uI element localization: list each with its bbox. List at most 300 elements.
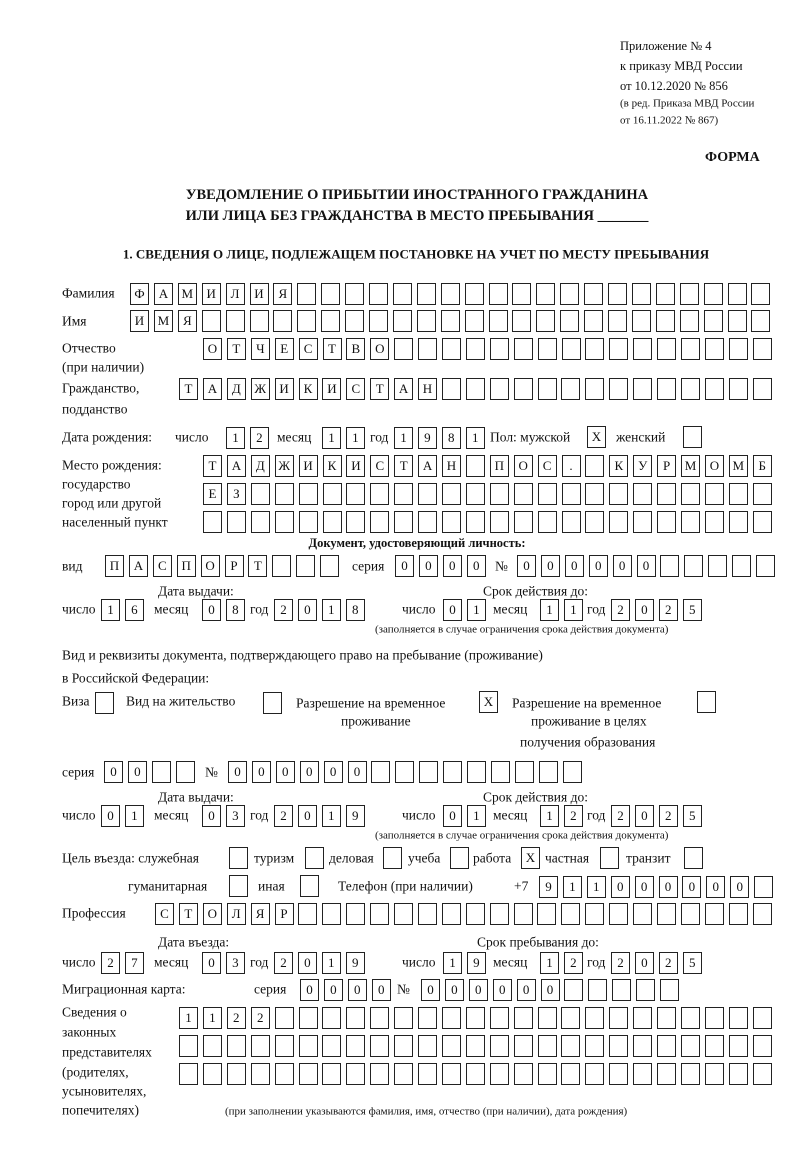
- char-cell[interactable]: [729, 903, 748, 925]
- char-cell[interactable]: [466, 1035, 485, 1057]
- char-cell[interactable]: П: [177, 555, 196, 577]
- char-cell[interactable]: [369, 310, 388, 332]
- char-cell[interactable]: [656, 310, 675, 332]
- char-cell[interactable]: 0: [611, 876, 630, 898]
- char-cell[interactable]: [588, 979, 607, 1001]
- char-cell[interactable]: П: [105, 555, 124, 577]
- char-cell[interactable]: [633, 338, 652, 360]
- char-cell[interactable]: [442, 903, 461, 925]
- char-cell[interactable]: И: [250, 283, 269, 305]
- char-cell[interactable]: Р: [657, 455, 676, 477]
- char-cell[interactable]: 2: [564, 952, 583, 974]
- char-cell[interactable]: 0: [324, 979, 343, 1001]
- char-cell[interactable]: [681, 338, 700, 360]
- char-cell[interactable]: [393, 283, 412, 305]
- char-cell[interactable]: 2: [611, 599, 630, 621]
- char-cell[interactable]: [562, 511, 581, 533]
- char-cell[interactable]: 0: [635, 952, 654, 974]
- char-cell[interactable]: [442, 483, 461, 505]
- char-cell[interactable]: 1: [179, 1007, 198, 1029]
- char-cell[interactable]: [609, 338, 628, 360]
- char-cell[interactable]: [753, 483, 772, 505]
- char-cell[interactable]: [585, 455, 604, 477]
- char-cell[interactable]: А: [129, 555, 148, 577]
- char-cell[interactable]: [538, 378, 557, 400]
- char-cell[interactable]: [443, 761, 462, 783]
- char-cell[interactable]: [321, 283, 340, 305]
- char-cell[interactable]: [633, 483, 652, 505]
- char-cell[interactable]: [538, 1063, 557, 1085]
- sex-female-checkbox[interactable]: [683, 426, 702, 448]
- char-cell[interactable]: Д: [251, 455, 270, 477]
- char-cell[interactable]: 0: [228, 761, 247, 783]
- char-cell[interactable]: [179, 1063, 198, 1085]
- char-cell[interactable]: О: [201, 555, 220, 577]
- char-cell[interactable]: 0: [421, 979, 440, 1001]
- char-cell[interactable]: С: [299, 338, 318, 360]
- char-cell[interactable]: 0: [541, 979, 560, 1001]
- char-cell[interactable]: [632, 310, 651, 332]
- char-cell[interactable]: [418, 1007, 437, 1029]
- char-cell[interactable]: О: [203, 903, 222, 925]
- char-cell[interactable]: [490, 1007, 509, 1029]
- char-cell[interactable]: 9: [346, 952, 365, 974]
- char-cell[interactable]: 1: [322, 805, 341, 827]
- char-cell[interactable]: [609, 511, 628, 533]
- char-cell[interactable]: [515, 761, 534, 783]
- char-cell[interactable]: [728, 283, 747, 305]
- char-cell[interactable]: [394, 1035, 413, 1057]
- char-cell[interactable]: [753, 1007, 772, 1029]
- char-cell[interactable]: 0: [659, 876, 678, 898]
- char-cell[interactable]: М: [681, 455, 700, 477]
- char-cell[interactable]: [608, 283, 627, 305]
- char-cell[interactable]: [176, 761, 195, 783]
- char-cell[interactable]: [320, 555, 339, 577]
- char-cell[interactable]: Ж: [275, 455, 294, 477]
- char-cell[interactable]: 1: [125, 805, 144, 827]
- char-cell[interactable]: [536, 310, 555, 332]
- char-cell[interactable]: [657, 511, 676, 533]
- purpose-humanitarian-checkbox[interactable]: [229, 875, 248, 897]
- purpose-official-checkbox[interactable]: [229, 847, 248, 869]
- char-cell[interactable]: [346, 511, 365, 533]
- char-cell[interactable]: [203, 1035, 222, 1057]
- char-cell[interactable]: [705, 511, 724, 533]
- char-cell[interactable]: [514, 1007, 533, 1029]
- char-cell[interactable]: [705, 1035, 724, 1057]
- char-cell[interactable]: [514, 378, 533, 400]
- char-cell[interactable]: 7: [125, 952, 144, 974]
- char-cell[interactable]: [251, 511, 270, 533]
- char-cell[interactable]: [418, 1063, 437, 1085]
- char-cell[interactable]: 0: [395, 555, 414, 577]
- char-cell[interactable]: [490, 338, 509, 360]
- char-cell[interactable]: З: [227, 483, 246, 505]
- char-cell[interactable]: У: [633, 455, 652, 477]
- char-cell[interactable]: [465, 283, 484, 305]
- char-cell[interactable]: 0: [443, 555, 462, 577]
- char-cell[interactable]: [418, 511, 437, 533]
- char-cell[interactable]: 1: [563, 876, 582, 898]
- char-cell[interactable]: [393, 310, 412, 332]
- char-cell[interactable]: [608, 310, 627, 332]
- purpose-other-checkbox[interactable]: [300, 875, 319, 897]
- char-cell[interactable]: 0: [348, 979, 367, 1001]
- char-cell[interactable]: 9: [418, 427, 437, 449]
- char-cell[interactable]: [466, 511, 485, 533]
- char-cell[interactable]: [395, 761, 414, 783]
- char-cell[interactable]: 0: [541, 555, 560, 577]
- char-cell[interactable]: [299, 511, 318, 533]
- char-cell[interactable]: А: [203, 378, 222, 400]
- char-cell[interactable]: 0: [443, 599, 462, 621]
- char-cell[interactable]: [728, 310, 747, 332]
- char-cell[interactable]: 1: [540, 599, 559, 621]
- char-cell[interactable]: [442, 1063, 461, 1085]
- char-cell[interactable]: [681, 1007, 700, 1029]
- char-cell[interactable]: [729, 338, 748, 360]
- char-cell[interactable]: Ф: [130, 283, 149, 305]
- char-cell[interactable]: [609, 1035, 628, 1057]
- char-cell[interactable]: [297, 310, 316, 332]
- char-cell[interactable]: Б: [753, 455, 772, 477]
- char-cell[interactable]: [489, 310, 508, 332]
- char-cell[interactable]: [466, 483, 485, 505]
- char-cell[interactable]: [561, 903, 580, 925]
- char-cell[interactable]: 6: [125, 599, 144, 621]
- char-cell[interactable]: 0: [372, 979, 391, 1001]
- char-cell[interactable]: 1: [322, 952, 341, 974]
- char-cell[interactable]: [708, 555, 727, 577]
- sex-male-checkbox[interactable]: X: [587, 426, 606, 448]
- char-cell[interactable]: [466, 1007, 485, 1029]
- char-cell[interactable]: [660, 979, 679, 1001]
- char-cell[interactable]: Я: [273, 283, 292, 305]
- char-cell[interactable]: [633, 1007, 652, 1029]
- char-cell[interactable]: [514, 1035, 533, 1057]
- char-cell[interactable]: [512, 310, 531, 332]
- char-cell[interactable]: 8: [442, 427, 461, 449]
- char-cell[interactable]: 5: [683, 805, 702, 827]
- char-cell[interactable]: [681, 903, 700, 925]
- char-cell[interactable]: [705, 903, 724, 925]
- char-cell[interactable]: [323, 511, 342, 533]
- char-cell[interactable]: [442, 378, 461, 400]
- char-cell[interactable]: [657, 1035, 676, 1057]
- char-cell[interactable]: А: [227, 455, 246, 477]
- char-cell[interactable]: [275, 511, 294, 533]
- char-cell[interactable]: [680, 310, 699, 332]
- char-cell[interactable]: [585, 903, 604, 925]
- char-cell[interactable]: [275, 1035, 294, 1057]
- char-cell[interactable]: [636, 979, 655, 1001]
- char-cell[interactable]: [418, 483, 437, 505]
- char-cell[interactable]: [322, 903, 341, 925]
- char-cell[interactable]: [345, 310, 364, 332]
- char-cell[interactable]: [681, 511, 700, 533]
- trp-checkbox[interactable]: X: [479, 691, 498, 713]
- char-cell[interactable]: 3: [226, 952, 245, 974]
- char-cell[interactable]: И: [322, 378, 341, 400]
- char-cell[interactable]: [584, 310, 603, 332]
- char-cell[interactable]: 0: [730, 876, 749, 898]
- char-cell[interactable]: А: [418, 455, 437, 477]
- residence-checkbox[interactable]: [263, 692, 282, 714]
- char-cell[interactable]: [729, 378, 748, 400]
- char-cell[interactable]: [632, 283, 651, 305]
- char-cell[interactable]: Т: [179, 903, 198, 925]
- char-cell[interactable]: 0: [298, 952, 317, 974]
- char-cell[interactable]: [323, 483, 342, 505]
- char-cell[interactable]: 0: [202, 805, 221, 827]
- char-cell[interactable]: [657, 1007, 676, 1029]
- char-cell[interactable]: 0: [348, 761, 367, 783]
- char-cell[interactable]: [705, 338, 724, 360]
- char-cell[interactable]: 9: [346, 805, 365, 827]
- char-cell[interactable]: [442, 511, 461, 533]
- char-cell[interactable]: 1: [322, 599, 341, 621]
- char-cell[interactable]: [322, 1063, 341, 1085]
- char-cell[interactable]: [418, 338, 437, 360]
- char-cell[interactable]: [489, 283, 508, 305]
- char-cell[interactable]: И: [130, 310, 149, 332]
- char-cell[interactable]: [585, 1063, 604, 1085]
- char-cell[interactable]: [227, 1035, 246, 1057]
- char-cell[interactable]: О: [203, 338, 222, 360]
- char-cell[interactable]: [514, 903, 533, 925]
- char-cell[interactable]: [490, 903, 509, 925]
- char-cell[interactable]: [203, 511, 222, 533]
- char-cell[interactable]: [633, 903, 652, 925]
- char-cell[interactable]: Е: [203, 483, 222, 505]
- char-cell[interactable]: [417, 283, 436, 305]
- char-cell[interactable]: [250, 310, 269, 332]
- char-cell[interactable]: [417, 310, 436, 332]
- purpose-study-checkbox[interactable]: [450, 847, 469, 869]
- char-cell[interactable]: 1: [203, 1007, 222, 1029]
- char-cell[interactable]: 0: [276, 761, 295, 783]
- char-cell[interactable]: [563, 761, 582, 783]
- char-cell[interactable]: [704, 310, 723, 332]
- char-cell[interactable]: 0: [635, 599, 654, 621]
- char-cell[interactable]: П: [490, 455, 509, 477]
- char-cell[interactable]: 1: [564, 599, 583, 621]
- char-cell[interactable]: [539, 761, 558, 783]
- char-cell[interactable]: [418, 1035, 437, 1057]
- char-cell[interactable]: Е: [275, 338, 294, 360]
- char-cell[interactable]: [466, 338, 485, 360]
- char-cell[interactable]: [514, 511, 533, 533]
- char-cell[interactable]: [561, 1007, 580, 1029]
- char-cell[interactable]: [299, 483, 318, 505]
- char-cell[interactable]: [152, 761, 171, 783]
- char-cell[interactable]: 0: [469, 979, 488, 1001]
- char-cell[interactable]: 0: [300, 979, 319, 1001]
- char-cell[interactable]: [536, 283, 555, 305]
- char-cell[interactable]: [346, 1035, 365, 1057]
- char-cell[interactable]: [370, 1063, 389, 1085]
- char-cell[interactable]: [346, 483, 365, 505]
- char-cell[interactable]: [346, 903, 365, 925]
- char-cell[interactable]: К: [323, 455, 342, 477]
- char-cell[interactable]: 2: [659, 952, 678, 974]
- char-cell[interactable]: Я: [251, 903, 270, 925]
- char-cell[interactable]: [322, 1035, 341, 1057]
- char-cell[interactable]: [296, 555, 315, 577]
- char-cell[interactable]: 0: [128, 761, 147, 783]
- char-cell[interactable]: [299, 1035, 318, 1057]
- char-cell[interactable]: [753, 1063, 772, 1085]
- char-cell[interactable]: Н: [418, 378, 437, 400]
- char-cell[interactable]: [251, 1035, 270, 1057]
- char-cell[interactable]: 2: [659, 805, 678, 827]
- char-cell[interactable]: [275, 1007, 294, 1029]
- char-cell[interactable]: [441, 310, 460, 332]
- char-cell[interactable]: Ч: [251, 338, 270, 360]
- char-cell[interactable]: [732, 555, 751, 577]
- char-cell[interactable]: [681, 378, 700, 400]
- visa-checkbox[interactable]: [95, 692, 114, 714]
- char-cell[interactable]: М: [729, 455, 748, 477]
- char-cell[interactable]: [560, 283, 579, 305]
- char-cell[interactable]: Т: [370, 378, 389, 400]
- char-cell[interactable]: Т: [179, 378, 198, 400]
- purpose-private-checkbox[interactable]: [600, 847, 619, 869]
- char-cell[interactable]: Л: [226, 283, 245, 305]
- char-cell[interactable]: 2: [564, 805, 583, 827]
- char-cell[interactable]: [681, 1035, 700, 1057]
- char-cell[interactable]: 0: [706, 876, 725, 898]
- char-cell[interactable]: [538, 483, 557, 505]
- char-cell[interactable]: [418, 903, 437, 925]
- char-cell[interactable]: [704, 283, 723, 305]
- trp-edu-checkbox[interactable]: [697, 691, 716, 713]
- char-cell[interactable]: 0: [589, 555, 608, 577]
- purpose-tourism-checkbox[interactable]: [305, 847, 324, 869]
- char-cell[interactable]: 0: [637, 555, 656, 577]
- char-cell[interactable]: [251, 483, 270, 505]
- char-cell[interactable]: [612, 979, 631, 1001]
- char-cell[interactable]: [753, 1035, 772, 1057]
- char-cell[interactable]: [561, 1063, 580, 1085]
- char-cell[interactable]: Р: [225, 555, 244, 577]
- char-cell[interactable]: [729, 1007, 748, 1029]
- char-cell[interactable]: С: [346, 378, 365, 400]
- char-cell[interactable]: [275, 1063, 294, 1085]
- char-cell[interactable]: 2: [101, 952, 120, 974]
- char-cell[interactable]: И: [346, 455, 365, 477]
- char-cell[interactable]: [538, 511, 557, 533]
- char-cell[interactable]: 1: [101, 599, 120, 621]
- char-cell[interactable]: [753, 338, 772, 360]
- char-cell[interactable]: [684, 555, 703, 577]
- char-cell[interactable]: [179, 1035, 198, 1057]
- char-cell[interactable]: [203, 1063, 222, 1085]
- char-cell[interactable]: [538, 1035, 557, 1057]
- char-cell[interactable]: [753, 903, 772, 925]
- char-cell[interactable]: 0: [517, 979, 536, 1001]
- char-cell[interactable]: [609, 483, 628, 505]
- char-cell[interactable]: [419, 761, 438, 783]
- char-cell[interactable]: Н: [442, 455, 461, 477]
- char-cell[interactable]: [561, 1035, 580, 1057]
- char-cell[interactable]: [491, 761, 510, 783]
- char-cell[interactable]: 2: [611, 952, 630, 974]
- char-cell[interactable]: [490, 378, 509, 400]
- purpose-business-checkbox[interactable]: [383, 847, 402, 869]
- char-cell[interactable]: [394, 511, 413, 533]
- char-cell[interactable]: [275, 483, 294, 505]
- char-cell[interactable]: М: [178, 283, 197, 305]
- char-cell[interactable]: [538, 1007, 557, 1029]
- char-cell[interactable]: [490, 1035, 509, 1057]
- char-cell[interactable]: 1: [540, 952, 559, 974]
- char-cell[interactable]: [514, 483, 533, 505]
- char-cell[interactable]: И: [299, 455, 318, 477]
- char-cell[interactable]: [681, 1063, 700, 1085]
- char-cell[interactable]: А: [154, 283, 173, 305]
- char-cell[interactable]: [609, 1063, 628, 1085]
- char-cell[interactable]: С: [370, 455, 389, 477]
- char-cell[interactable]: [751, 310, 770, 332]
- char-cell[interactable]: С: [538, 455, 557, 477]
- char-cell[interactable]: [729, 511, 748, 533]
- char-cell[interactable]: С: [155, 903, 174, 925]
- char-cell[interactable]: О: [514, 455, 533, 477]
- char-cell[interactable]: [490, 511, 509, 533]
- char-cell[interactable]: 0: [517, 555, 536, 577]
- char-cell[interactable]: 1: [467, 599, 486, 621]
- char-cell[interactable]: Р: [275, 903, 294, 925]
- char-cell[interactable]: [299, 1007, 318, 1029]
- char-cell[interactable]: А: [394, 378, 413, 400]
- char-cell[interactable]: 1: [466, 427, 485, 449]
- char-cell[interactable]: [514, 338, 533, 360]
- char-cell[interactable]: [465, 310, 484, 332]
- char-cell[interactable]: Т: [227, 338, 246, 360]
- char-cell[interactable]: [657, 903, 676, 925]
- char-cell[interactable]: [538, 338, 557, 360]
- char-cell[interactable]: [346, 1063, 365, 1085]
- char-cell[interactable]: [754, 876, 773, 898]
- char-cell[interactable]: [657, 338, 676, 360]
- char-cell[interactable]: [585, 378, 604, 400]
- char-cell[interactable]: [202, 310, 221, 332]
- char-cell[interactable]: К: [609, 455, 628, 477]
- char-cell[interactable]: 1: [322, 427, 341, 449]
- char-cell[interactable]: [441, 283, 460, 305]
- char-cell[interactable]: 0: [682, 876, 701, 898]
- char-cell[interactable]: [370, 903, 389, 925]
- char-cell[interactable]: М: [154, 310, 173, 332]
- char-cell[interactable]: 2: [274, 952, 293, 974]
- purpose-transit-checkbox[interactable]: [684, 847, 703, 869]
- char-cell[interactable]: [657, 378, 676, 400]
- char-cell[interactable]: 0: [467, 555, 486, 577]
- char-cell[interactable]: [751, 283, 770, 305]
- char-cell[interactable]: Д: [227, 378, 246, 400]
- char-cell[interactable]: [346, 1007, 365, 1029]
- char-cell[interactable]: [633, 1035, 652, 1057]
- char-cell[interactable]: [585, 483, 604, 505]
- char-cell[interactable]: [345, 283, 364, 305]
- char-cell[interactable]: Т: [323, 338, 342, 360]
- char-cell[interactable]: 1: [394, 427, 413, 449]
- char-cell[interactable]: Я: [178, 310, 197, 332]
- char-cell[interactable]: [466, 455, 485, 477]
- char-cell[interactable]: 2: [250, 427, 269, 449]
